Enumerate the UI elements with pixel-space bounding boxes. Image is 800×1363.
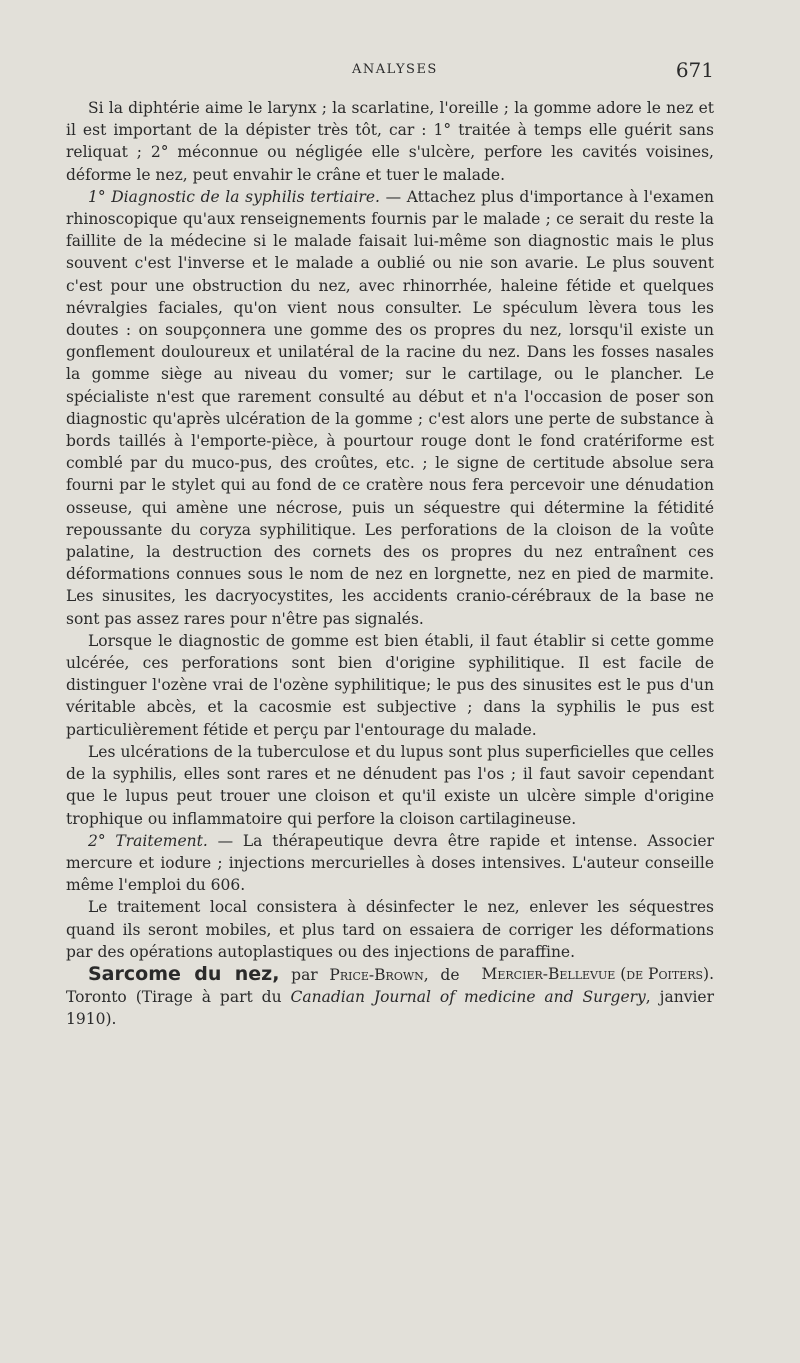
section-date: , janvier 1910).: [66, 988, 714, 1029]
page-number: 671: [675, 58, 714, 82]
treatment-heading: 2° Traitement.: [88, 831, 208, 850]
body-text: [66, 97, 714, 1031]
paragraph-tuberculosis: Les ulcérations de la tuberculose et du lupus sont plus superficielles que celles de la syphilis, elles sont rares et ne dénudent pas l'os ; il faut savoir cependant que le lupus peut trouer une cloison et qu'il existe un ulcère simple d'origine trophique ou inflammatoire qui perfore la cloison cartilagineuse.: [66, 742, 714, 828]
paragraph-treatment: [66, 830, 714, 897]
paragraph-differential: Lorsque le diagnostic de gomme est bien établi, il faut établir si cette gomme ulcérée, ces perforations sont bien d'origine syphilitique. Il est facile de distinguer l'ozène vrai de l'ozène syphilitique; le pus des sinusites est le pus d'un véritable abcès, et la cacosmie est subjective ; dans la syphilis le pus est particulièrement fétide et perçu par l'entourage du malade.: [66, 631, 714, 739]
author-signature: Mercier-Bellevue (de Poiters).: [481, 964, 714, 983]
running-head: ANALYSES: [352, 62, 438, 77]
section-author: Price-Brown: [329, 965, 424, 984]
paragraph-intro: Si la diphtérie aime le larynx ; la scarlatine, l'oreille ; la gomme adore le nez et il est important de la dépister très tôt, car : 1° traitée à temps elle guérit sans reliquat ; 2° méconnue ou négligée elle s'ulcère, perfore les cavités voisines, déforme le nez, peut envahir le crâne et tuer le malade.: [66, 99, 714, 184]
diagnostic-text: — Attachez plus d'importance à l'examen rhinoscopique qu'aux renseignements fournis par le malade ; ce serait du reste la faillite de la médecine si le malade faisait lui-même son diagnostic mais le plus souvent c'est l'inverse et le malade a oublié ou nie son avarie. Le plus souvent c'est pour une obstruction du nez, avec rhinorrhée, haleine fétide et quelques névralgies faciales, qu'on vient nous consulter. Le spéculum lèvera tous les doutes : on soupçonnera une gomme des os propres du nez, lorsqu'il existe un gonflement douloureux et unilatéral de la racine du nez. Dans les fosses nasales la gomme siège au niveau du vomer; sur le cartilage, ou le plancher. Le spécialiste n'est que rarement consulté au début et n'a l'occasion de poser son diagnostic qu'après ulcération de la gomme ; c'est alors une perte de substance à bords taillés à l'emporte-pièce, à pourtour rouge dont le fond cratériforme est comblé par du muco-pus, des croûtes, etc. ; le signe de certitude absolue sera fourni par le stylet qui au fond de ce cratère nous fera percevoir une dénudation osseuse, qui amène une nécrose, puis un séquestre qui détermine la fétidité repoussante du coryza syphilitique. Les perforations de la cloison de la voûte palatine, la destruction des cornets des os propres du nez entraînent ces déformations connues sous le nom de nez en lorgnette, nez en pied de marmite. Les sinusites, les dacryocystites, les accidents cranio-cérébraux de la base ne sont pas assez rares pour n'être pas signalés.: [66, 187, 714, 628]
section-by: par: [279, 965, 330, 984]
page-header: [0, 58, 800, 86]
section-title: Sarcome du nez,: [88, 962, 280, 985]
treatment-text: — La thérapeutique devra être rapide et intense. Associer mercure et iodure ; injections mercurielles à doses intensives. L'auteur conseille même l'emploi du 606.: [66, 831, 714, 895]
local-treatment-text: Le traitement local consistera à désinfecter le nez, enlever les séquestres quand ils seront mobiles, et plus tard on essaiera de corriger les déformations par des opérations autoplastiques ou des injections de paraffine.: [66, 898, 714, 961]
paragraph-diagnostic: [66, 186, 714, 630]
section-journal: Canadian Journal of medicine and Surgery: [290, 988, 646, 1007]
diagnostic-heading: 1° Diagnostic de la syphilis tertiaire.: [88, 187, 380, 206]
section-place: , de Toronto (Tirage à part du: [66, 965, 460, 1007]
